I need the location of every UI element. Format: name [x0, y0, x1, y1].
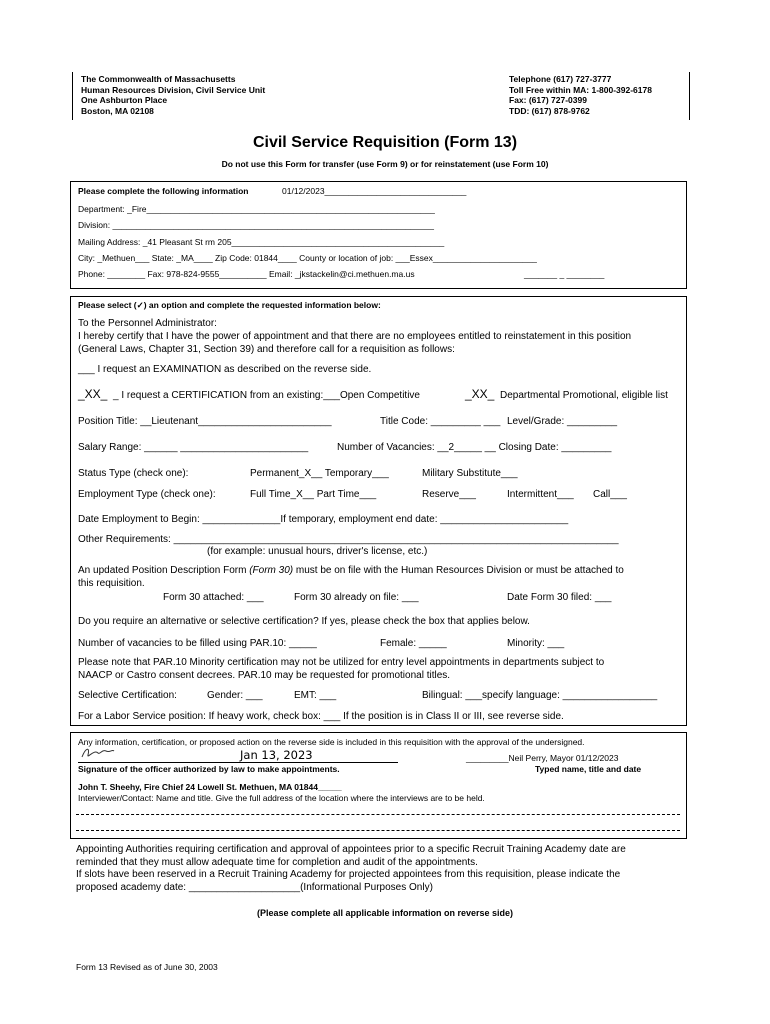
- employment-full-part[interactable]: Full Time_X__ Part Time___: [250, 489, 377, 500]
- employment-type-label: Employment Type (check one):: [78, 489, 216, 500]
- address-line: Human Resources Division, Civil Service Unit: [81, 84, 266, 95]
- academy-note-1: Appointing Authorities requiring certification and approval of appointees prior to a specific Recruit Training Academy date are: [76, 844, 626, 855]
- salary-range-field[interactable]: Salary Range: ______ _______________________: [78, 442, 309, 453]
- form30-attached-field[interactable]: Form 30 attached: ___: [163, 592, 264, 603]
- gender-field[interactable]: Gender: ___: [207, 690, 263, 701]
- exam-option[interactable]: ___ I request an EXAMINATION as described on the reverse side.: [78, 364, 372, 375]
- contact-line: TDD: (617) 878-9762: [509, 105, 590, 116]
- other-requirements-example: (for example: unusual hours, driver's license, etc.): [207, 546, 428, 557]
- academy-note-3: If slots have been reserved in a Recruit Training Academy for projected appointees from this requisition, please indicate the: [76, 869, 621, 880]
- promotional-option[interactable]: Departmental Promotional, eligible list: [500, 390, 668, 401]
- position-title-field[interactable]: Position Title: __Lieutenant________________________: [78, 416, 332, 427]
- emt-field[interactable]: EMT: ___: [294, 690, 337, 701]
- minority-field[interactable]: Minority: ___: [507, 638, 565, 649]
- certify-line-2: (General Laws, Chapter 31, Section 39) and therefore call for a requisition as follows:: [78, 344, 455, 355]
- other-requirements-field[interactable]: Other Requirements: ________________________________________________________________________________: [78, 534, 619, 545]
- date-begin-field[interactable]: Date Employment to Begin: ______________If temporary, employment end date: _______________________: [78, 514, 569, 525]
- info-date-field[interactable]: 01/12/2023______________________________: [282, 186, 467, 196]
- info-heading: Please complete the following information: [78, 186, 249, 196]
- certify-line-1: I hereby certify that I have the power of appointment and that there are no employees entitled to reinstatement in this position: [78, 331, 632, 342]
- certification-option[interactable]: _ I request a CERTIFICATION from an existing:___Open Competitive: [113, 390, 420, 401]
- vacancies-closing-field[interactable]: Number of Vacancies: __2_____ __ Closing Date: _________: [337, 442, 612, 453]
- phone-fax-email-field[interactable]: Phone: ________ Fax: 978-824-9555__________ Email: _jkstackelin@ci.methuen.ma.us: [78, 269, 415, 279]
- form-subtitle: Do not use this Form for transfer (use Form 9) or for reinstatement (use Form 10): [221, 159, 549, 169]
- reverse-side-note: (Please complete all applicable information on reverse side): [256, 908, 514, 918]
- level-grade-field[interactable]: Level/Grade: _________: [507, 416, 618, 427]
- agency-header: [72, 72, 690, 120]
- form-title: Civil Service Requisition (Form 13): [252, 134, 518, 151]
- labor-service-field[interactable]: For a Labor Service position: If heavy work, check box: ___ If the position is in Class II or III, see reverse side.: [78, 711, 564, 722]
- contact-line: Fax: (617) 727-0399: [509, 95, 587, 105]
- employment-intermittent[interactable]: Intermittent___: [507, 489, 574, 500]
- contact-line: Toll Free within MA: 1-800-392-6178: [509, 84, 652, 95]
- par10-vacancies-field[interactable]: Number of vacancies to be filled using PAR.10: _____: [78, 638, 317, 649]
- form30-onfile-field[interactable]: Form 30 already on file: ___: [294, 592, 419, 603]
- pdf-note-part: An updated Position Description Form: [78, 565, 247, 576]
- contact-line: Telephone (617) 727-3777: [509, 74, 612, 84]
- selective-cert-label: Selective Certification:: [78, 690, 177, 701]
- promotional-mark[interactable]: _XX_: [465, 387, 495, 401]
- phone-tail-field[interactable]: _______ _ ________: [524, 269, 605, 279]
- certification-mark[interactable]: _XX_: [78, 387, 108, 401]
- bilingual-field[interactable]: Bilingual: ___specify language: _________________: [422, 690, 658, 701]
- mailing-address-field[interactable]: Mailing Address: _41 Pleasant St rm 205_____________________________________________: [78, 237, 445, 247]
- par10-note-1: Please note that PAR.10 Minority certification may not be utilized for entry level appointments in departments subject to: [78, 657, 605, 668]
- form-revision-footer: Form 13 Revised as of June 30, 2003: [76, 962, 218, 972]
- mayor-typed-name: _________Neil Perry, Mayor 01/12/2023: [466, 753, 619, 763]
- address-line: One Ashburton Place: [81, 95, 168, 105]
- signed-date: Jan 13, 2023: [240, 748, 313, 762]
- academy-note-2: reminded that they must allow adequate time for completion and audit of the appointments.: [76, 857, 478, 868]
- city-state-zip-field[interactable]: City: _Methuen___ State: _MA____ Zip Code: 01844____ County or location of job: ___Essex______________________: [78, 253, 537, 263]
- signature-line: [78, 762, 398, 763]
- address-line: Boston, MA 02108: [81, 105, 154, 116]
- female-field[interactable]: Female: _____: [380, 638, 447, 649]
- employment-reserve[interactable]: Reserve___: [422, 489, 476, 500]
- status-type-label: Status Type (check one):: [78, 468, 189, 479]
- status-military[interactable]: Military Substitute___: [422, 468, 518, 479]
- signature-scribble: [80, 745, 116, 761]
- to-administrator: To the Personnel Administrator:: [78, 318, 217, 329]
- pdf-note-part: must be on file with the Human Resources Division or must be attached to: [295, 565, 624, 576]
- typed-name-label: Typed name, title and date: [535, 764, 642, 774]
- approval-note: Any information, certification, or proposed action on the reverse side is included in this requisition with the approval of the undersigned.: [78, 737, 585, 747]
- interview-location-line[interactable]: [76, 830, 680, 831]
- department-field[interactable]: Department: _Fire_____________________________________________________________: [78, 204, 435, 214]
- form30-date-field[interactable]: Date Form 30 filed: ___: [507, 592, 612, 603]
- agency-address: [81, 74, 265, 116]
- contact-field[interactable]: John T. Sheehy, Fire Chief 24 Lowell St. Methuen, MA 01844_____: [78, 782, 342, 792]
- interview-location-line[interactable]: [76, 814, 680, 815]
- par10-note-2: NAACP or Castro consent decrees. PAR.10 may be requested for promotional titles.: [78, 670, 451, 681]
- status-permanent-temporary[interactable]: Permanent_X__ Temporary___: [250, 468, 389, 479]
- division-field[interactable]: Division: ____________________________________________________________________: [78, 220, 434, 230]
- academy-date-field[interactable]: proposed academy date: ____________________(Informational Purposes Only): [76, 882, 433, 893]
- alternative-certification-question: Do you require an alternative or selective certification? If yes, please check the box that applies below.: [78, 616, 530, 627]
- signature-label: Signature of the officer authorized by law to make appointments.: [78, 764, 340, 774]
- agency-contacts: [509, 74, 652, 116]
- address-line: The Commonwealth of Massachusetts: [81, 74, 236, 84]
- pdf-form-ref: (Form 30): [249, 565, 294, 576]
- interviewer-label: Interviewer/Contact: Name and title. Give the full address of the location where the interviews are to be held.: [78, 793, 485, 803]
- pdf-note-end: this requisition.: [78, 578, 145, 589]
- employment-call[interactable]: Call___: [593, 489, 627, 500]
- options-heading: Please select (✓) an option and complete the requested information below:: [78, 300, 381, 310]
- title-code-field[interactable]: Title Code: _________ ___: [380, 416, 501, 427]
- position-description-note: [78, 564, 624, 577]
